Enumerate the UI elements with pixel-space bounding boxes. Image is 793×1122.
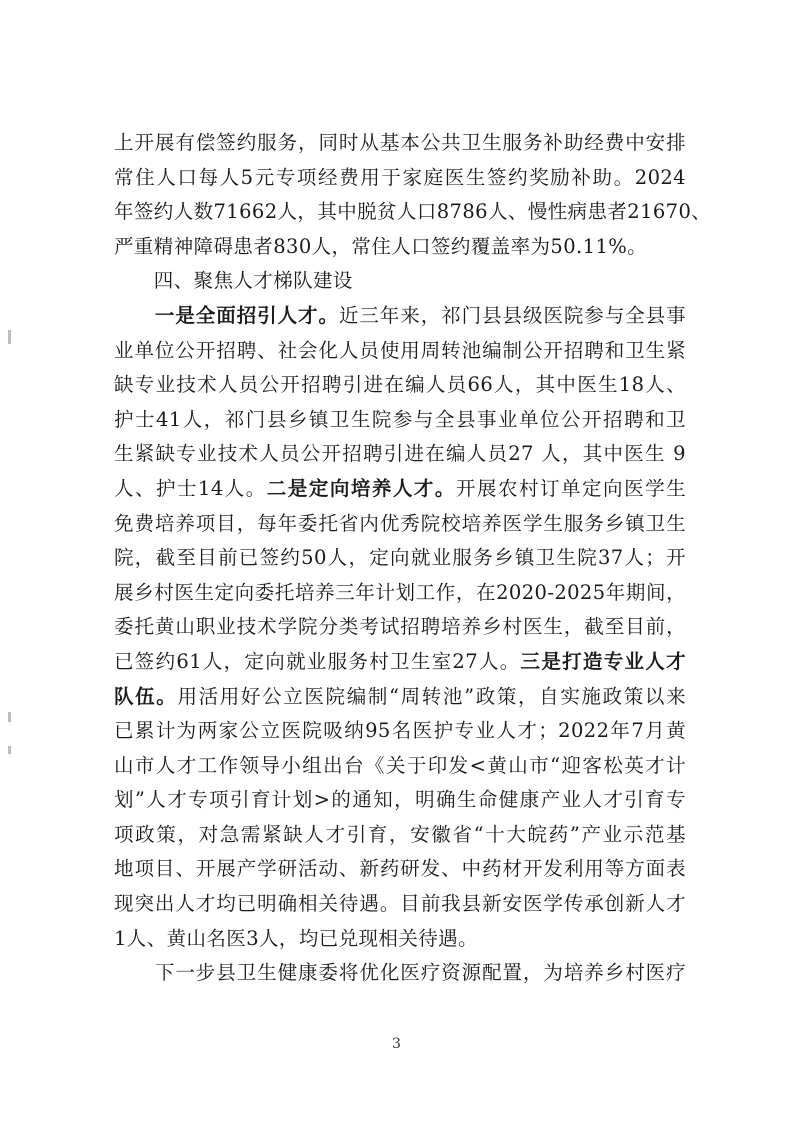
text-line <box>114 161 686 196</box>
text-line <box>114 956 686 991</box>
text-run: 四、聚焦人才梯队建设 <box>114 269 353 293</box>
text-run: 地项目、开展产学研活动、新药研发、中药材开发利用等方面表 <box>114 857 686 881</box>
text-run: 划”人才专项引育计划>的通知，明确生命健康产业人才引育专 <box>114 788 686 812</box>
text-run: 已累计为两家公立医院吸纳95名医护专业人才；2022年7月黄 <box>114 719 686 743</box>
text-line <box>114 126 686 161</box>
text-run: 已签约61人，定向就业服务村卫生室27人。 <box>114 649 521 673</box>
text-line <box>114 576 686 611</box>
text-line <box>114 437 686 472</box>
text-run: 下一步县卫生健康委将优化医疗资源配置，为培养乡村医疗 <box>114 961 686 985</box>
binding-mark-middle <box>8 712 11 722</box>
body-text <box>114 126 712 991</box>
text-line <box>114 922 686 957</box>
text-line <box>114 714 686 749</box>
text-line <box>114 852 686 887</box>
text-run: 常住人口每人5元专项经费用于家庭医生签约奖励补助。2024 <box>114 165 686 189</box>
bold-lead-phrase: 三是打造专业人才 <box>520 649 686 673</box>
text-run: 项政策，对急需紧缺人才引育，安徽省“十大皖药”产业示范基 <box>114 822 686 846</box>
text-line <box>114 610 686 645</box>
bold-lead-phrase: 队伍。 <box>114 684 178 708</box>
text-run: 免费培养项目，每年委托省内优秀院校培养医学生服务乡镇卫生 <box>114 511 686 535</box>
binding-mark-bottom <box>8 746 11 754</box>
text-run: 山市人才工作领导小组出台《关于印发<黄山市“迎客松英才计 <box>114 753 686 777</box>
text-run: 委托黄山职业技术学院分类考试招聘培养乡村医生，截至目前， <box>114 615 686 639</box>
section-heading <box>114 264 686 299</box>
text-run: 业单位公开招聘、社会化人员使用周转池编制公开招聘和卫生紧 <box>114 338 686 362</box>
text-run: 严重精神障碍患者830人，常住人口签约覆盖率为50.11%。 <box>114 234 648 258</box>
text-run: 年签约人数71662人，其中脱贫人口8786人、慢性病患者21670、 <box>114 200 712 224</box>
binding-mark-top <box>8 330 11 344</box>
text-run: 用活用好公立医院编制“周转池”政策，自实施政策以来 <box>177 684 686 708</box>
text-run: 上开展有偿签约服务，同时从基本公共卫生服务补助经费中安排 <box>114 131 686 154</box>
text-line <box>114 541 686 576</box>
page-number: 3 <box>392 1036 401 1052</box>
text-run: 缺专业技术人员公开招聘引进在编人员66人，其中医生18人、 <box>114 373 686 397</box>
text-run <box>114 304 155 327</box>
text-line <box>114 507 686 542</box>
text-run: 人、护士14人。 <box>114 476 267 500</box>
text-line <box>114 887 686 922</box>
text-line <box>114 749 686 784</box>
text-run: 生紧缺专业技术人员公开招聘引进在编人员27 人，其中医生 9 <box>114 442 686 466</box>
text-line <box>114 334 686 369</box>
text-run: 开展农村订单定向医学生 <box>455 476 686 500</box>
text-run: 1人、黄山名医3人，均已兑现相关待遇。 <box>114 926 478 950</box>
text-line <box>114 195 712 230</box>
text-line <box>114 472 686 507</box>
text-line <box>114 783 686 818</box>
text-line <box>114 645 686 680</box>
text-line <box>114 368 686 403</box>
text-line <box>114 230 686 265</box>
text-line <box>114 299 686 334</box>
text-run: 现突出人才均已明确相关待遇。目前我县新安医学传承创新人才 <box>114 892 686 916</box>
text-line <box>114 680 686 715</box>
text-run: 院，截至目前已签约50人，定向就业服务乡镇卫生院37人；开 <box>114 546 686 570</box>
text-line <box>114 818 686 853</box>
bold-lead-phrase: 一是全面招引人才。 <box>154 303 339 327</box>
text-run: 近三年来，祁门县县级医院参与全县事 <box>338 303 686 327</box>
text-run: 护士41人，祁门县乡镇卫生院参与全县事业单位公开招聘和卫 <box>114 407 686 431</box>
bold-lead-phrase: 二是定向培养人才。 <box>266 476 456 500</box>
text-run: 展乡村医生定向委托培养三年计划工作，在2020-2025年期间， <box>114 580 686 604</box>
text-line <box>114 403 686 438</box>
